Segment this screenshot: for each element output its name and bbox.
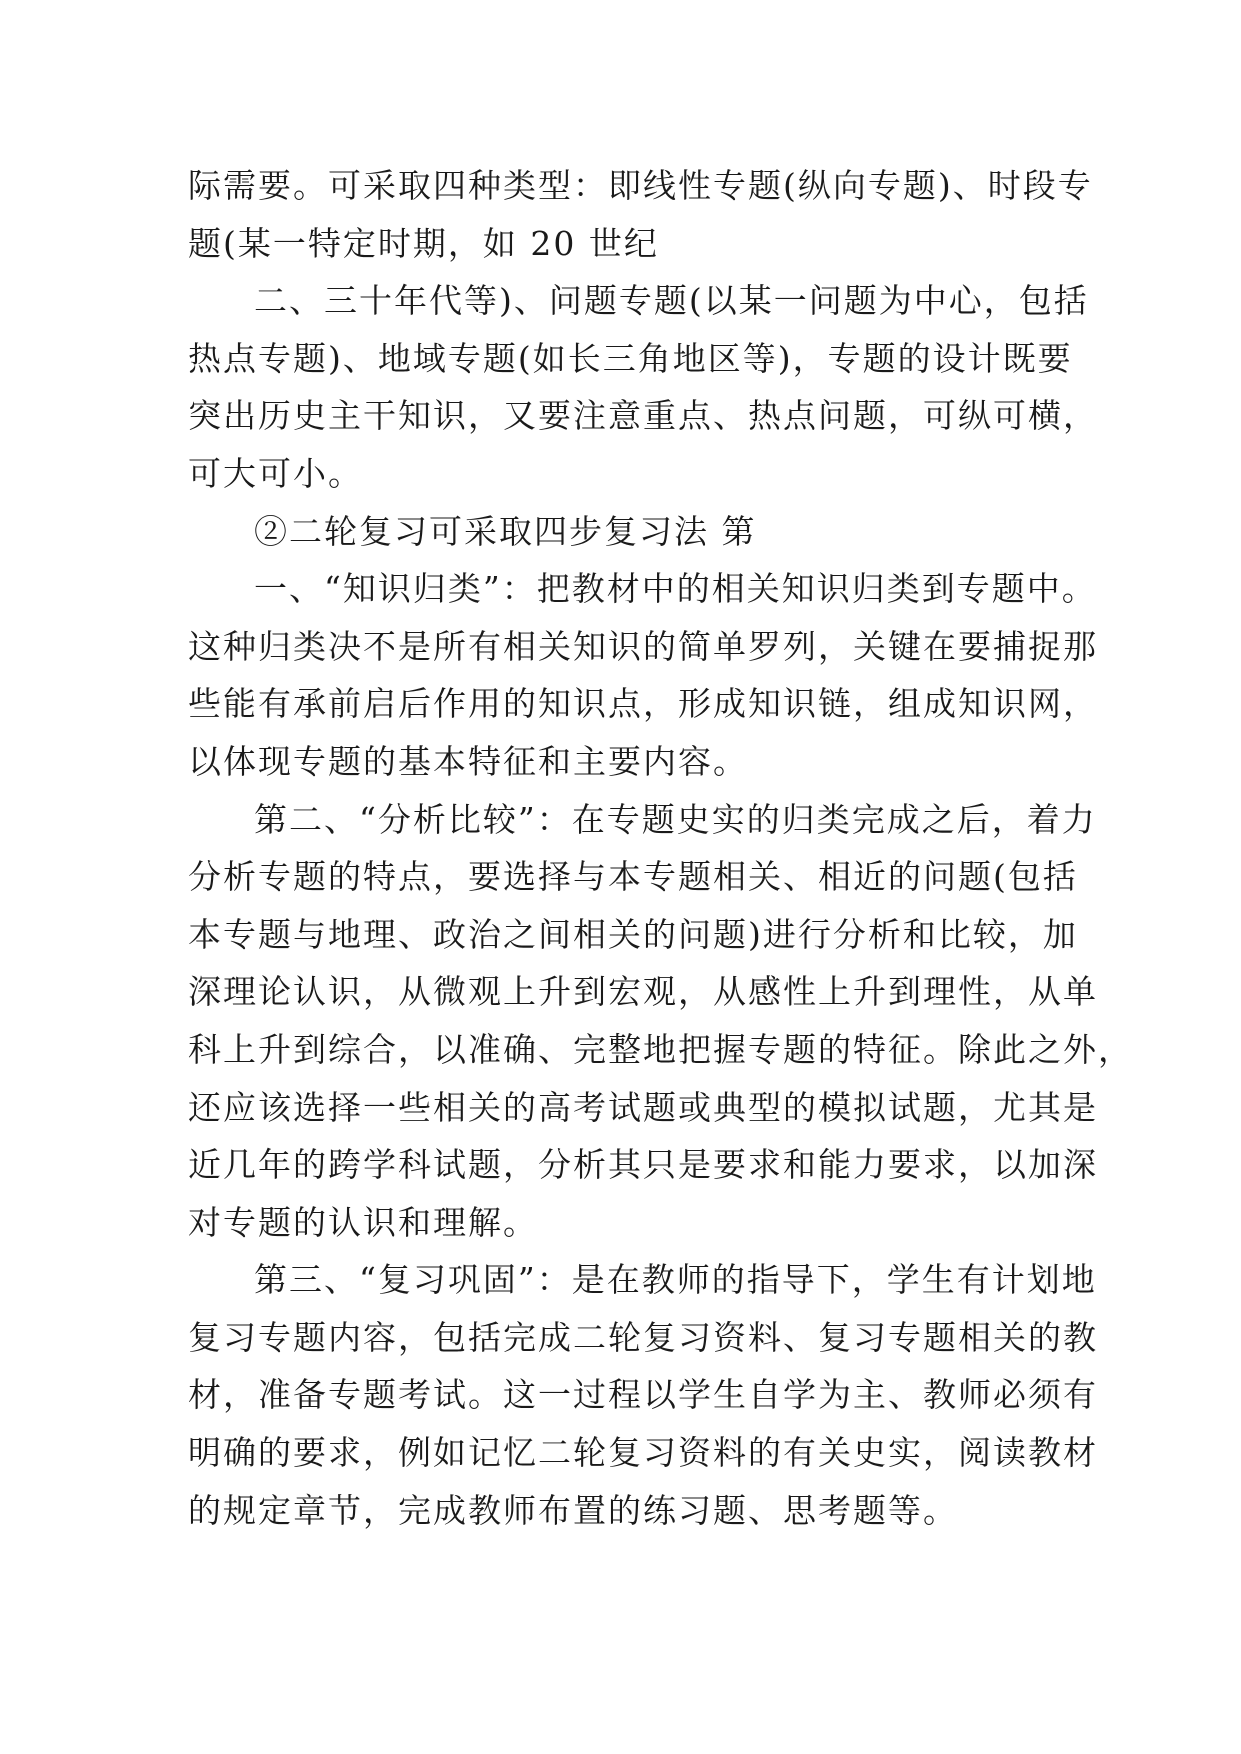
text-line: 热点专题)、地域专题(如长三角地区等)，专题的设计既要	[188, 338, 1073, 378]
text-line: 可大可小。	[188, 453, 363, 493]
text-line: 本专题与地理、政治之间相关的问题)进行分析和比较，加	[188, 914, 1078, 954]
text-line: 分析专题的特点，要选择与本专题相关、相近的问题(包括	[188, 857, 1078, 897]
text-line: 一、“知识归类”：把教材中的相关知识归类到专题中。	[254, 569, 1097, 609]
text-line: 材，准备专题考试。这一过程以学生自学为主、教师必须有	[188, 1375, 1098, 1415]
text-line: 际需要。可采取四种类型：即线性专题(纵向专题)、时段专	[188, 166, 1093, 205]
text-line: 复习专题内容，包括完成二轮复习资料、复习专题相关的教	[188, 1317, 1098, 1357]
text-line: 第三、“复习巩固”：是在教师的指导下，学生有计划地	[254, 1260, 1097, 1300]
text-line: 二、三十年代等)、问题专题(以某一问题为中心，包括	[254, 281, 1089, 321]
text-line: ②二轮复习可采取四步复习法 第	[254, 511, 757, 551]
text-line: 明确的要求，例如记忆二轮复习资料的有关史实，阅读教材	[188, 1433, 1098, 1473]
text-line: 以体现专题的基本特征和主要内容。	[188, 741, 748, 781]
text-line: 近几年的跨学科试题，分析其只是要求和能力要求，以加深	[188, 1145, 1098, 1185]
text-line: 些能有承前启后作用的知识点，形成知识链，组成知识网，	[188, 684, 1098, 724]
text-line: 题(某一特定时期，如 20 世纪	[188, 223, 659, 263]
document-body	[188, 157, 1133, 1539]
text-line: 的规定章节，完成教师布置的练习题、思考题等。	[188, 1490, 958, 1530]
text-line: 深理论认识，从微观上升到宏观，从感性上升到理性，从单	[188, 972, 1098, 1012]
text-line: 第二、“分析比较”：在专题史实的归类完成之后，着力	[254, 799, 1097, 839]
text-line: 对专题的认识和理解。	[188, 1202, 538, 1242]
text-line: 还应该选择一些相关的高考试题或典型的模拟试题，尤其是	[188, 1087, 1098, 1127]
text-line: 这种归类决不是所有相关知识的简单罗列，关键在要捕捉那	[188, 626, 1098, 666]
text-line: 科上升到综合，以准确、完整地把握专题的特征。除此之外，	[188, 1029, 1133, 1069]
text-line: 突出历史主干知识，又要注意重点、热点问题，可纵可横，	[188, 396, 1098, 436]
